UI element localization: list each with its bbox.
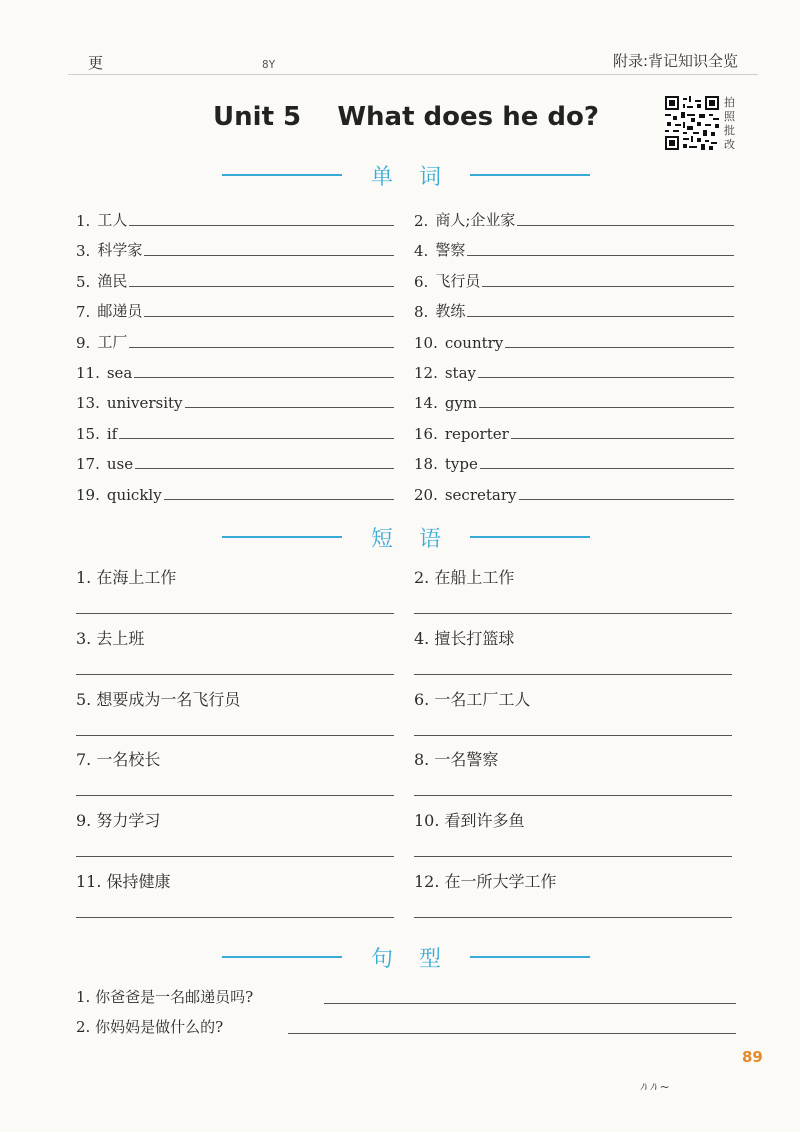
word-row [76,474,734,504]
word-prompt: reporter [444,424,509,443]
word-number: 4. [414,242,429,261]
answer-line[interactable] [144,315,394,317]
word-item [414,413,734,443]
answer-line[interactable] [482,285,734,287]
header-left-mark: 更 [88,54,104,72]
phrase-item: 12. 在一所大学工作 [414,872,557,891]
answer-line[interactable] [480,467,734,469]
answer-line[interactable] [119,437,394,439]
word-item [76,382,394,412]
answer-line[interactable] [129,224,394,226]
word-number: 11. [76,364,100,382]
word-number: 12. [414,364,438,382]
answer-line[interactable] [324,1003,736,1004]
word-row [76,382,734,412]
answer-line[interactable] [185,406,395,408]
qr-label-char: 改 [724,138,735,151]
section-header-words [222,160,590,190]
word-item [414,382,734,412]
word-row [76,413,734,443]
word-number: 17. [76,455,100,474]
answer-line[interactable] [135,467,394,469]
qr-label-char: 拍 [724,96,735,109]
word-prompt: 科学家 [97,241,143,260]
phrase-item: 11. 保持健康 [76,872,171,891]
word-prompt: gym [444,394,478,413]
word-number: 6. [414,272,429,291]
word-item [414,200,734,230]
answer-line[interactable] [76,613,394,614]
answer-line[interactable] [129,346,394,348]
word-row [76,322,734,352]
word-prompt: sea [106,364,133,382]
header-appendix-title: 附录:背记知识全览 [612,52,738,70]
header-code: 8Y [262,58,276,71]
word-prompt: 飞行员 [435,271,481,290]
word-number: 3. [76,242,91,261]
answer-line[interactable] [288,1033,736,1034]
phrase-item: 3. 去上班 [76,628,145,648]
section-rule-right [470,174,590,176]
word-number: 10. [414,333,438,352]
word-number: 15. [76,424,100,443]
word-item [414,474,734,504]
answer-line[interactable] [164,498,394,500]
word-item [414,322,734,352]
phrase-item: 1. 在海上工作 [76,568,177,587]
word-prompt: secretary [444,485,517,504]
page-title: Unit 5 What does he do? [213,102,599,132]
word-prompt: 警察 [435,241,466,260]
word-row [76,200,734,230]
word-row [76,443,734,473]
phrase-item: 9. 努力学习 [76,811,161,831]
section-header-phrases [222,522,590,552]
answer-line[interactable] [519,498,735,500]
word-item [414,443,734,473]
answer-line[interactable] [76,795,394,796]
section-rule-right [470,956,590,958]
phrase-item: 10. 看到许多鱼 [414,811,525,831]
answer-line[interactable] [76,735,394,736]
phrase-item: 2. 在船上工作 [414,568,515,587]
answer-line[interactable] [517,224,734,226]
answer-line[interactable] [478,376,734,378]
word-item [76,291,394,321]
answer-line[interactable] [414,735,732,736]
section-rule-right [470,536,590,538]
answer-line[interactable] [414,917,732,918]
qr-label-char: 批 [724,124,735,137]
word-number: 18. [414,455,438,474]
word-prompt: use [106,455,134,474]
page-number: 89 [742,1048,763,1066]
word-prompt: 教练 [435,302,466,321]
word-row [76,261,734,291]
answer-line[interactable] [414,795,732,796]
phrase-item: 4. 擅长打篮球 [414,628,515,648]
word-number: 13. [76,394,100,413]
qr-label-char: 照 [724,110,735,123]
answer-line[interactable] [134,376,394,378]
word-prompt: university [106,394,183,413]
word-number: 9. [76,333,91,352]
word-prompt: 商人;企业家 [435,211,516,229]
word-number: 16. [414,424,438,443]
word-item [414,230,734,260]
section-title-sentences: 句型 [370,947,467,972]
word-row [76,291,734,321]
word-item [76,322,394,352]
word-item [76,261,394,291]
phrase-item: 6. 一名工厂工人 [414,689,531,709]
word-prompt: quickly [106,485,162,504]
answer-line[interactable] [414,856,732,857]
answer-line[interactable] [129,285,394,287]
word-prompt: country [444,333,504,352]
word-prompt: 渔民 [97,271,128,290]
word-prompt: 邮递员 [97,302,143,321]
handwritten-mark: ﾊ ﾊ ~ [640,1080,670,1094]
sentence-item: 2. 你妈妈是做什么的? [76,1018,224,1036]
answer-line[interactable] [76,674,394,675]
header-divider [68,74,758,75]
word-number: 1. [76,212,91,230]
word-item [76,230,394,260]
answer-line[interactable] [467,315,734,317]
phrase-item: 7. 一名校长 [76,750,161,770]
word-item [76,352,394,382]
word-number: 19. [76,485,100,504]
word-item [76,443,394,473]
word-item [76,413,394,443]
answer-line[interactable] [76,917,394,918]
phrase-item: 5. 想要成为一名飞行员 [76,689,241,709]
word-row [76,352,734,382]
word-number: 14. [414,394,438,413]
word-item [414,352,734,382]
phrase-item: 8. 一名警察 [414,750,499,770]
section-title-words: 单词 [370,165,467,190]
answer-line[interactable] [467,254,734,256]
word-prompt: if [106,424,118,443]
word-prompt: stay [444,364,477,382]
qr-label [724,96,740,152]
section-header-sentences [222,942,590,972]
word-number: 8. [414,303,429,322]
answer-line[interactable] [144,254,394,256]
word-prompt: type [444,455,478,474]
sentence-item: 1. 你爸爸是一名邮递员吗? [76,988,254,1006]
word-number: 7. [76,303,91,322]
qr-code-icon[interactable] [665,96,719,150]
answer-line[interactable] [479,406,734,408]
word-prompt: 工厂 [97,332,128,351]
word-item [76,474,394,504]
word-number: 20. [414,485,438,504]
answer-line[interactable] [505,346,734,348]
word-prompt: 工人 [97,211,128,229]
word-row [76,230,734,260]
word-item [76,200,394,230]
section-title-phrases: 短语 [370,527,467,552]
word-number: 5. [76,272,91,291]
answer-line[interactable] [76,856,394,857]
word-item [414,291,734,321]
answer-line[interactable] [414,613,732,614]
answer-line[interactable] [511,437,734,439]
word-item [414,261,734,291]
word-number: 2. [414,212,429,230]
answer-line[interactable] [414,674,732,675]
